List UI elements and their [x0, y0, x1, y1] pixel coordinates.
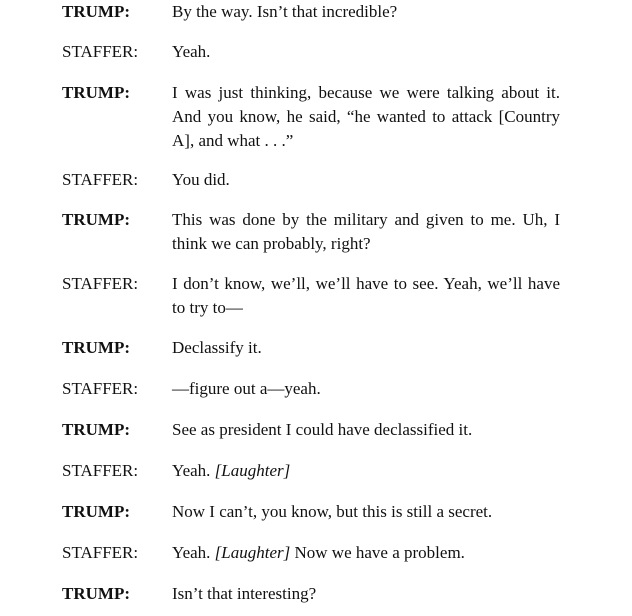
- speaker-label: TRUMP:: [62, 2, 130, 21]
- speaker-label: STAFFER:: [62, 461, 139, 480]
- speaker-label: TRUMP:: [62, 420, 130, 439]
- speech-text: This was done by the military and given to me. Uh, I think we can probably, right?: [172, 210, 560, 253]
- speaker-label: TRUMP:: [62, 584, 130, 603]
- stage-direction: [Laughter]: [214, 461, 291, 480]
- speech-text: By the way. Isn’t that incredible?: [172, 2, 398, 21]
- speaker-label: STAFFER:: [62, 543, 139, 562]
- speech-text: Declassify it.: [172, 338, 262, 357]
- speech-text: —figure out a—yeah.: [172, 379, 321, 398]
- speech-text-plain: Yeah.: [172, 461, 215, 480]
- speech-text: Now I can’t, you know, but this is still a secret.: [172, 502, 493, 521]
- speaker-label: TRUMP:: [62, 210, 130, 229]
- speech-text: Isn’t that interesting?: [172, 584, 317, 603]
- speaker-label: STAFFER:: [62, 170, 139, 189]
- speaker-label: TRUMP:: [62, 502, 130, 521]
- speech-text-plain: Now we have a problem.: [290, 543, 465, 562]
- speech-text: I was just thinking, because we were talking about it. And you know, he said, “he wanted to attack [Country A], and what . . .”: [172, 83, 560, 150]
- speech-text: You did.: [172, 170, 230, 189]
- speaker-label: STAFFER:: [62, 379, 139, 398]
- speech-text: [172, 459, 560, 483]
- speaker-label: TRUMP:: [62, 338, 130, 357]
- speech-text-plain: Yeah.: [172, 543, 215, 562]
- speaker-label: STAFFER:: [62, 274, 139, 293]
- stage-direction: [Laughter]: [214, 543, 291, 562]
- speech-text: I don’t know, we’ll, we’ll have to see. Yeah, we’ll have to try to—: [172, 274, 560, 317]
- speaker-label: STAFFER:: [62, 42, 139, 61]
- speech-text: See as president I could have declassified it.: [172, 420, 473, 439]
- speaker-label: TRUMP:: [62, 83, 130, 102]
- speech-text: Yeah.: [172, 42, 211, 61]
- speech-text: [172, 541, 560, 565]
